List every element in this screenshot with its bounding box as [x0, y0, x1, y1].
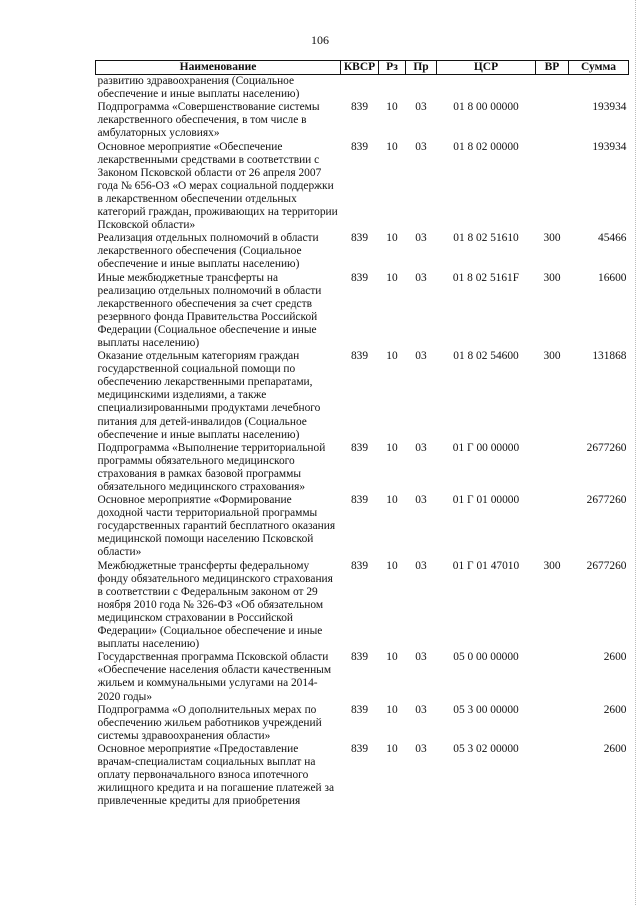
header-name: Наименование: [96, 61, 341, 75]
row-csr: 01 Г 00 00000: [452, 441, 520, 454]
row-sum: 193934: [592, 140, 627, 153]
row-name: Основное мероприятие «Предоставление врачам-специалистам социальных выплат на оплату первоначального взноса ипотечного жилищного кредита и на погашение платежей за привлеченные кредиты для приобретения: [97, 742, 335, 808]
row-kvsr: 839: [350, 441, 369, 454]
row-sum: 193934: [592, 101, 627, 114]
row-vr: 300: [543, 559, 561, 572]
table-row: [96, 743, 629, 808]
row-sum: 45466: [598, 232, 627, 245]
table-row: [96, 75, 629, 102]
row-csr: 05 3 00 00000: [453, 703, 519, 716]
row-sum: 2677260: [586, 494, 627, 507]
row-kvsr: 839: [350, 559, 369, 572]
row-kvsr: 839: [350, 651, 369, 664]
table-row: [96, 350, 629, 442]
header-csr: ЦСР: [437, 61, 536, 75]
row-name: Основное мероприятие «Формирование доходной части территориальной программы государственных гарантий бесплатного оказания медицинской помощи населению Псковской области»: [97, 494, 336, 559]
row-kvsr: 839: [350, 703, 369, 716]
row-sum: 131868: [592, 350, 627, 363]
row-sum: 2600: [603, 651, 627, 664]
row-kvsr: 839: [350, 350, 369, 363]
row-sum: 2600: [603, 703, 627, 716]
budget-table: [95, 60, 629, 808]
row-rz: 10: [386, 494, 398, 507]
row-rz: 10: [386, 350, 398, 363]
table-row: [96, 651, 629, 703]
row-name: Оказание отдельным категориям граждан государственной социальной помощи по обеспечению лекарственными препаратами, медицинскими изделиями, а также специализированными продуктами лечебного питания для детей-инвалидов (Социальное обеспечение и иные выплаты населению): [97, 350, 321, 441]
table-row: [96, 232, 629, 271]
row-pr: 03: [415, 140, 427, 153]
table-row: [96, 560, 629, 652]
row-pr: 03: [415, 271, 427, 284]
row-pr: 03: [415, 559, 427, 572]
row-sum: 16600: [598, 271, 627, 284]
row-rz: 10: [386, 101, 398, 114]
row-rz: 10: [386, 271, 398, 284]
header-sum: Сумма: [569, 61, 629, 75]
row-pr: 03: [415, 742, 427, 755]
table-row: [96, 704, 629, 743]
row-pr: 03: [415, 101, 427, 114]
header-vr: ВР: [536, 61, 569, 75]
row-vr: [536, 442, 569, 494]
row-rz: 10: [386, 441, 398, 454]
row-pr: 03: [415, 494, 427, 507]
row-kvsr: [341, 75, 379, 102]
page-number: 106: [311, 33, 329, 47]
row-pr: 03: [415, 651, 427, 664]
row-pr: 03: [415, 703, 427, 716]
row-csr: 01 Г 01 00000: [452, 494, 520, 507]
row-rz: 10: [386, 559, 398, 572]
row-vr: 300: [543, 271, 561, 284]
row-vr: [536, 494, 569, 559]
row-name: Основное мероприятие «Обеспечение лекарственными средствами в соответствии с Законом Псковской области от 26 апреля 2007 года № 656-ОЗ «О мерах социальной поддержки в лекарственном обеспечении отдельных категорий граждан, проживающих на территории Псковской области»: [97, 140, 338, 232]
table-row: [96, 101, 629, 140]
row-pr: 03: [415, 350, 427, 363]
row-csr: 01 8 02 54600: [453, 350, 519, 363]
table-row: [96, 494, 629, 559]
row-rz: 10: [386, 651, 398, 664]
scan-edge-line: [634, 0, 636, 905]
row-rz: 10: [386, 232, 398, 245]
row-csr: 01 Г 01 47010: [452, 559, 520, 572]
row-kvsr: 839: [350, 101, 369, 114]
row-vr: [536, 75, 569, 102]
row-csr: 01 8 02 00000: [453, 140, 519, 153]
row-vr: 300: [543, 232, 561, 245]
row-kvsr: 839: [350, 271, 369, 284]
row-name: Государственная программа Псковской области «Обеспечение населения области качественным жильем и коммунальными услугами на 2014-2020 годы»: [97, 651, 332, 703]
row-csr: 01 8 00 00000: [453, 101, 519, 114]
row-name: Иные межбюджетные трансферты на реализацию отдельных полномочий в области лекарственного обеспечения за счет средств резервного фонда Правительства Российской Федерации (Социальное обеспечение и иные выплаты населению): [97, 271, 322, 349]
row-name: Подпрограмма «Выполнение территориальной программы обязательного медицинского страхования в рамках базовой программы обязательного медицинского страхования»: [97, 441, 326, 493]
header-rz: Рз: [379, 61, 406, 75]
row-name: Подпрограмма «Совершенствование системы лекарственного обеспечения, в том числе в амбулаторных условиях»: [97, 101, 320, 140]
row-vr: [536, 101, 569, 140]
row-kvsr: 839: [350, 742, 369, 755]
row-rz: [379, 75, 406, 102]
row-name: Реализация отдельных полномочий в области лекарственного обеспечения (Социальное обеспечение и иные выплаты населению): [97, 232, 319, 271]
row-csr: 01 8 02 51610: [453, 232, 519, 245]
row-pr: 03: [415, 232, 427, 245]
table-row: [96, 272, 629, 351]
row-vr: [536, 651, 569, 703]
row-csr: 05 3 02 00000: [453, 742, 519, 755]
row-rz: 10: [386, 140, 398, 153]
header-kvsr: КВСР: [341, 61, 379, 75]
table-row: [96, 141, 629, 233]
row-sum: 2600: [603, 742, 627, 755]
row-sum: [569, 75, 629, 102]
row-sum: 2677260: [586, 441, 627, 454]
row-pr: 03: [415, 441, 427, 454]
row-sum: 2677260: [586, 559, 627, 572]
row-name: развитию здравоохранения (Социальное обеспечение и иные выплаты населению): [97, 75, 300, 101]
header-pr: Пр: [406, 61, 437, 75]
row-csr: 01 8 02 5161F: [452, 271, 520, 284]
table-row: [96, 442, 629, 494]
row-vr: [536, 141, 569, 233]
row-kvsr: 839: [350, 140, 369, 153]
row-vr: [536, 743, 569, 808]
row-csr: [437, 75, 536, 102]
row-rz: 10: [386, 703, 398, 716]
row-kvsr: 839: [350, 232, 369, 245]
row-pr: [406, 75, 437, 102]
row-vr: 300: [543, 350, 561, 363]
row-name: Подпрограмма «О дополнительных мерах по обеспечению жильем работников учреждений системы здравоохранения области»: [97, 703, 322, 742]
row-kvsr: 839: [350, 494, 369, 507]
row-rz: 10: [386, 742, 398, 755]
row-vr: [536, 704, 569, 743]
table-header-row: [96, 61, 629, 75]
row-name: Межбюджетные трансферты федеральному фонду обязательного медицинского страхования в соответствии с Федеральным законом от 29 ноября 2010 года № 326-ФЗ «Об обязательном медицинском страховании в Российской Федерации» (Социальное обеспечение и иные выплаты населению): [97, 559, 333, 651]
row-csr: 05 0 00 00000: [453, 651, 519, 664]
